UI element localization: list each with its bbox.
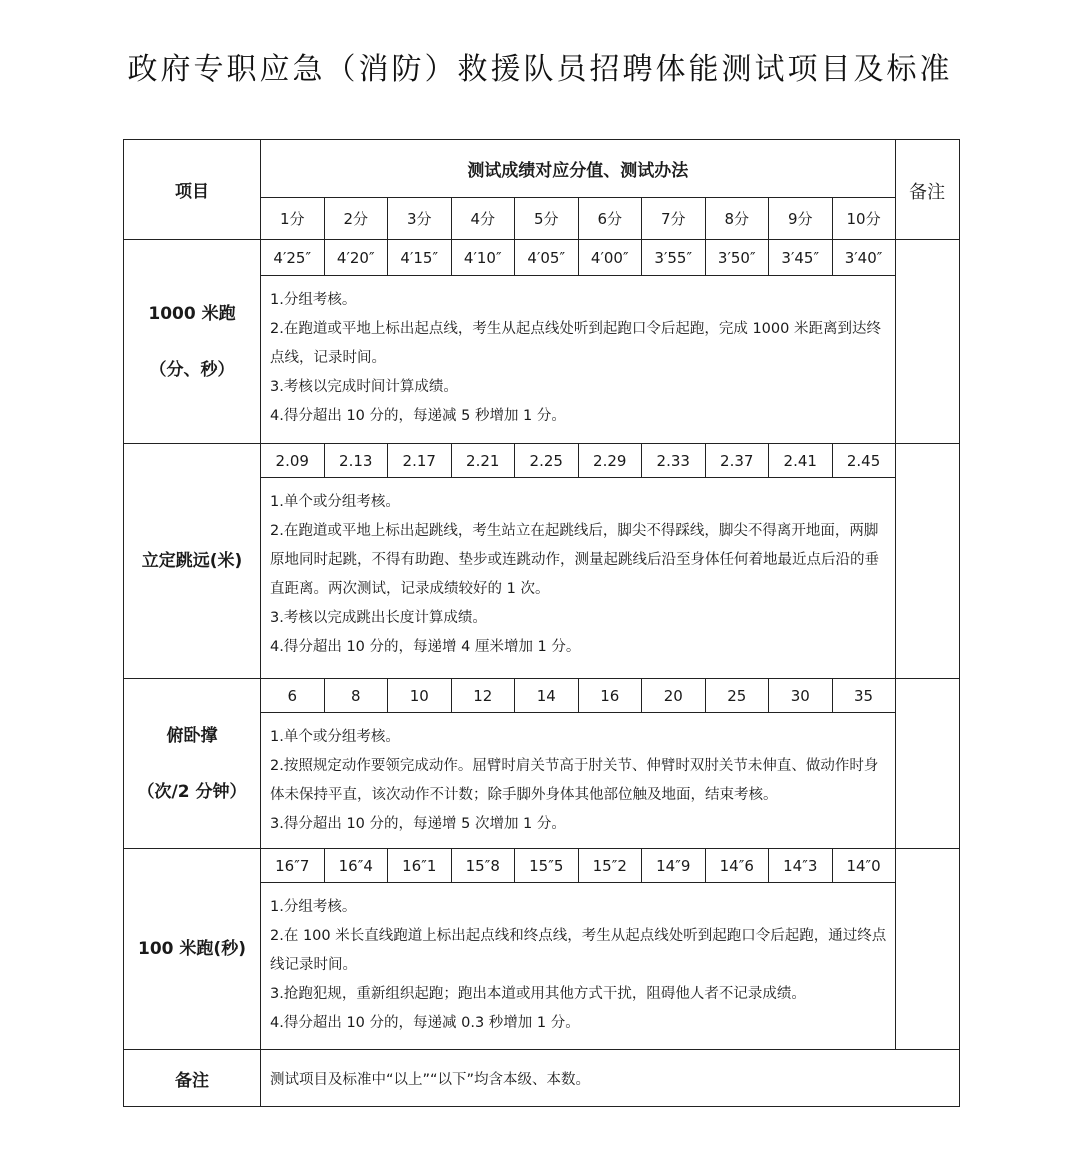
event-value: 15″5	[515, 849, 579, 883]
method-line: 3.考核以完成跳出长度计算成绩。	[270, 610, 487, 626]
event-value: 25	[705, 679, 769, 713]
event-name-line: 俯卧撑	[166, 725, 218, 746]
score-label: 5分	[515, 198, 579, 240]
method-line: 4.得分超出 10 分的，每递减 0.3 秒增加 1 分。	[270, 1015, 580, 1031]
method-line: 1.单个或分组考核。	[270, 494, 400, 510]
event-value: 14	[515, 679, 579, 713]
event-name	[124, 444, 261, 679]
event-value: 2.33	[642, 444, 706, 478]
event-values-row	[124, 444, 960, 478]
event-name-line: （次/2 分钟）	[137, 781, 247, 802]
score-label: 10分	[832, 198, 895, 240]
score-label: 4分	[451, 198, 515, 240]
event-values-row	[124, 849, 960, 883]
event-value: 2.37	[705, 444, 769, 478]
score-label: 1分	[261, 198, 325, 240]
method-line: 2.在跑道或平地上标出起点线，考生从起点线处听到起跑口令后起跑，完成 1000 米距离到达终点线，记录时间。	[270, 321, 881, 366]
event-value: 14″6	[705, 849, 769, 883]
event-value: 15″8	[451, 849, 515, 883]
method-line: 3.抢跑犯规，重新组织起跑；跑出本道或用其他方式干扰，阻碍他人者不记录成绩。	[270, 986, 806, 1002]
event-value: 2.17	[388, 444, 452, 478]
event-name-line: 100 米跑(秒)	[138, 939, 246, 959]
event-value: 2.13	[324, 444, 388, 478]
event-value: 15″2	[578, 849, 642, 883]
event-values-row	[124, 240, 960, 276]
method-line: 3.考核以完成时间计算成绩。	[270, 379, 458, 395]
event-name	[124, 849, 261, 1050]
header-row	[124, 140, 960, 198]
event-remark	[895, 240, 959, 444]
event-value: 14″9	[642, 849, 706, 883]
footer-note: 测试项目及标准中“以上”“以下”均含本级、本数。	[261, 1050, 960, 1107]
event-value: 4′10″	[451, 240, 515, 276]
event-remark	[895, 679, 959, 849]
event-value: 20	[642, 679, 706, 713]
event-value: 12	[451, 679, 515, 713]
event-name-line: 立定跳远(米)	[141, 551, 243, 571]
event-remark	[895, 849, 959, 1050]
event-value: 6	[261, 679, 325, 713]
event-value: 3′55″	[642, 240, 706, 276]
footer-label: 备注	[124, 1050, 261, 1107]
event-value: 2.41	[769, 444, 833, 478]
event-value: 4′15″	[388, 240, 452, 276]
event-value: 2.25	[515, 444, 579, 478]
standards-table	[123, 139, 960, 1107]
event-remark	[895, 444, 959, 679]
method-line: 1.单个或分组考核。	[270, 729, 400, 745]
method-line: 4.得分超出 10 分的，每递减 5 秒增加 1 分。	[270, 408, 566, 424]
event-value: 3′45″	[769, 240, 833, 276]
event-value: 3′40″	[832, 240, 895, 276]
event-value: 16″1	[388, 849, 452, 883]
score-label: 6分	[578, 198, 642, 240]
event-value: 35	[832, 679, 895, 713]
score-label: 7分	[642, 198, 706, 240]
event-value: 14″0	[832, 849, 895, 883]
event-value: 8	[324, 679, 388, 713]
score-label: 2分	[324, 198, 388, 240]
event-value: 2.21	[451, 444, 515, 478]
event-value: 4′25″	[261, 240, 325, 276]
event-name-line: 1000 米跑	[148, 303, 236, 324]
score-label: 8分	[705, 198, 769, 240]
event-value: 16	[578, 679, 642, 713]
event-value: 30	[769, 679, 833, 713]
event-method	[261, 713, 896, 849]
method-line: 4.得分超出 10 分的，每递增 4 厘米增加 1 分。	[270, 639, 581, 655]
event-value: 2.29	[578, 444, 642, 478]
event-name-line: （分、秒）	[149, 359, 235, 380]
method-line: 3.得分超出 10 分的，每递增 5 次增加 1 分。	[270, 816, 566, 832]
event-value: 16″4	[324, 849, 388, 883]
event-values-row	[124, 679, 960, 713]
event-name	[124, 679, 261, 849]
footer-row	[124, 1050, 960, 1107]
method-line: 2.按照规定动作要领完成动作。屈臂时肩关节高于肘关节、伸臂时双肘关节未伸直、做动作时身体未保持平直，该次动作不计数；除手脚外身体其他部位触及地面，结束考核。	[270, 758, 879, 803]
event-value: 16″7	[261, 849, 325, 883]
event-name	[124, 240, 261, 444]
event-value: 10	[388, 679, 452, 713]
event-value: 2.45	[832, 444, 895, 478]
method-line: 2.在 100 米长直线跑道上标出起点线和终点线，考生从起点线处听到起跑口令后起跑，通过终点线记录时间。	[270, 928, 887, 973]
event-value: 4′00″	[578, 240, 642, 276]
item-column-header: 项目	[124, 140, 261, 240]
event-value: 2.09	[261, 444, 325, 478]
score-label: 3分	[388, 198, 452, 240]
event-value: 3′50″	[705, 240, 769, 276]
page-title: 政府专职应急（消防）救援队员招聘体能测试项目及标准	[127, 52, 953, 87]
event-value: 4′20″	[324, 240, 388, 276]
score-label: 9分	[769, 198, 833, 240]
remark-column-header: 备注	[895, 140, 959, 240]
method-line: 1.分组考核。	[270, 292, 357, 308]
event-method	[261, 478, 896, 679]
score-method-header: 测试成绩对应分值、测试办法	[261, 140, 896, 198]
event-method	[261, 276, 896, 444]
event-method	[261, 883, 896, 1050]
event-value: 4′05″	[515, 240, 579, 276]
event-value: 14″3	[769, 849, 833, 883]
method-line: 2.在跑道或平地上标出起跳线，考生站立在起跳线后，脚尖不得踩线，脚尖不得离开地面，两脚原地同时起跳，不得有助跑、垫步或连跳动作，测量起跳线后沿至身体任何着地最近点后沿的垂直距离。两次测试，记录成绩较好的 1 次。	[270, 523, 879, 597]
method-line: 1.分组考核。	[270, 899, 357, 915]
